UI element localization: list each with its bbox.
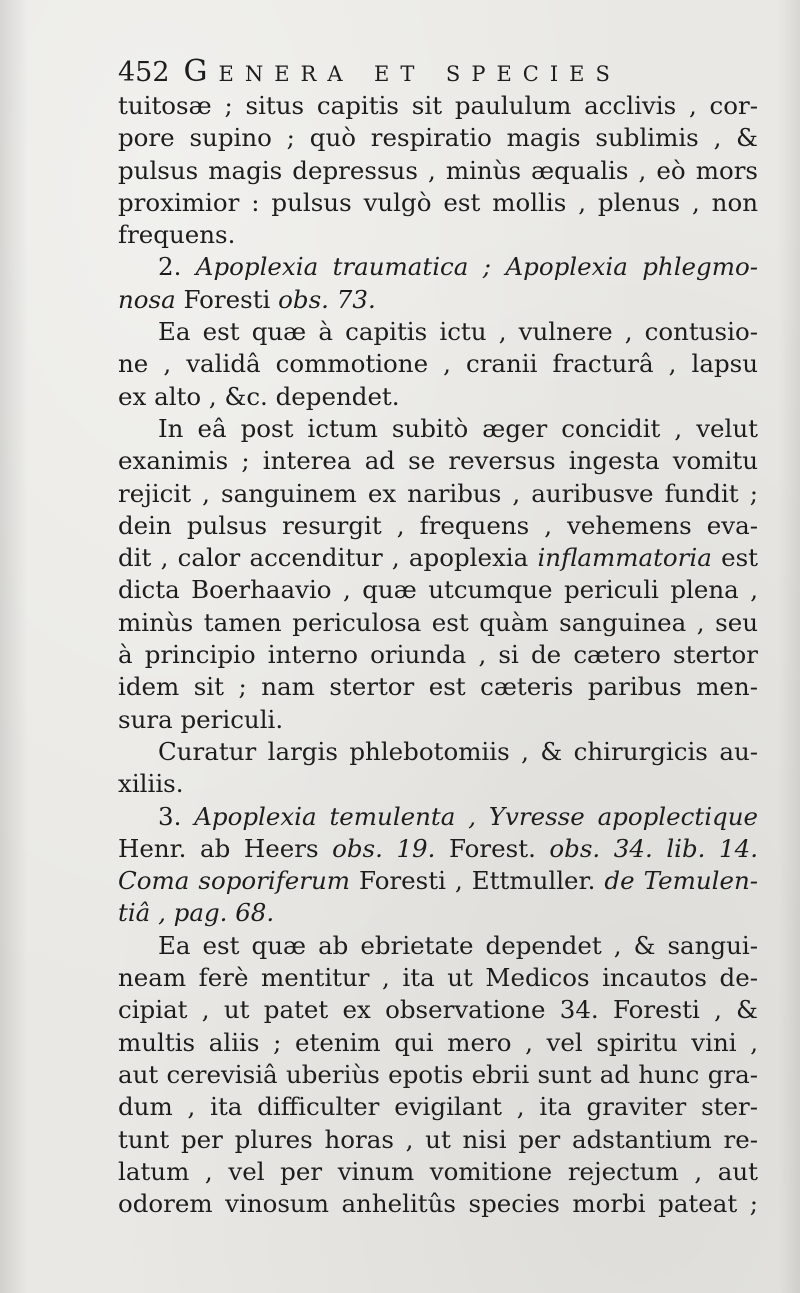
text-line: exanimis ; interea ad se reversus ingesta vomitu bbox=[118, 446, 758, 476]
italic-text: de Temulen- bbox=[604, 866, 758, 896]
text-line: Ea est quæ à capitis ictu , vulnere , contusio- bbox=[158, 317, 758, 347]
text-line: tuitosæ ; situs capitis sit paululum acclivis , cor- bbox=[118, 91, 758, 120]
italic-text: obs. 34. lib. 14. bbox=[549, 833, 758, 863]
text-line: latum , vel per vinum vomitione rejectum , aut bbox=[118, 1156, 758, 1186]
italic-text: tiâ , pag. 68. bbox=[118, 898, 275, 928]
running-title: Genera et species bbox=[183, 54, 621, 89]
text-line: dum , ita difficulter evigilant , ita graviter ster- bbox=[118, 1092, 758, 1122]
italic-text: Apoplexia temulenta , Yvresse apoplectique bbox=[194, 801, 758, 831]
text-line: à principio interno oriunda , si de cætero stertor bbox=[118, 640, 758, 670]
text-line: odorem vinosum anhelitûs species morbi pateat ; bbox=[118, 1189, 758, 1219]
text-segment: 3. bbox=[158, 801, 195, 831]
text-line: dein pulsus resurgit , frequens , vehemens eva- bbox=[118, 510, 758, 540]
text-line bbox=[118, 833, 758, 865]
text-line: minùs tamen periculosa est quàm sanguinea , seu bbox=[118, 607, 758, 637]
text-segment: dit , calor accenditur , apoplexia bbox=[118, 543, 538, 573]
text-line bbox=[118, 284, 758, 316]
text-line: neam ferè mentitur , ita ut Medicos incautos de- bbox=[118, 963, 758, 993]
running-header bbox=[118, 50, 678, 94]
italic-text: obs. bbox=[278, 284, 329, 314]
text-line: cipiat , ut patet ex observatione 34. Foresti , & bbox=[118, 995, 758, 1025]
text-line: frequens. bbox=[118, 220, 236, 250]
italic-text: obs. 19. bbox=[332, 833, 436, 863]
text-line: In eâ post ictum subitò æger concidit , velut bbox=[158, 413, 758, 443]
text-segment: Foresti , Ettmuller. bbox=[349, 866, 605, 896]
text-line bbox=[118, 542, 758, 574]
text-line: xiliis. bbox=[118, 769, 184, 799]
text-line bbox=[118, 865, 758, 897]
body-text bbox=[118, 90, 758, 1220]
text-segment: 2. bbox=[158, 252, 196, 282]
text-line: Ea est quæ ab ebrietate dependet , & sangui- bbox=[158, 930, 758, 960]
text-line bbox=[118, 897, 758, 929]
text-segment: Henr. ab Heers bbox=[118, 833, 333, 863]
text-line: pore supino ; quò respiratio magis sublimis , & bbox=[118, 123, 758, 153]
text-segment: Forest. bbox=[435, 833, 550, 863]
text-line bbox=[118, 251, 758, 283]
page-edge-shadow-left bbox=[0, 0, 28, 1293]
text-line: aut cerevisiâ uberiùs epotis ebrii sunt ad hunc gra- bbox=[118, 1059, 758, 1089]
text-line: sura periculi. bbox=[118, 704, 284, 734]
text-line: idem sit ; nam stertor est cæteris paribus men- bbox=[118, 672, 758, 702]
text-line: ex alto , &c. dependet. bbox=[118, 381, 400, 411]
text-line: Curatur largis phlebotomiis , & chirurgicis au- bbox=[158, 736, 758, 766]
italic-text: inflammatoria bbox=[537, 543, 712, 573]
text-segment: est bbox=[711, 543, 758, 573]
page-number: 452 bbox=[118, 57, 170, 88]
text-line: multis aliis ; etenim qui mero , vel spiritu vini , bbox=[118, 1027, 758, 1057]
text-line: dicta Boerhaavio , quæ utcumque periculi plena , bbox=[118, 575, 758, 605]
page-edge-shadow-right bbox=[778, 0, 800, 1293]
text-line: proximior : pulsus vulgò est mollis , plenus , non bbox=[118, 187, 758, 217]
text-line: pulsus magis depressus , minùs æqualis , eò mors bbox=[118, 155, 758, 185]
text-line bbox=[118, 801, 758, 833]
text-segment bbox=[329, 285, 337, 314]
text-line: tunt per plures horas , ut nisi per adstantium re- bbox=[118, 1124, 758, 1154]
italic-text: 73. bbox=[336, 284, 376, 314]
text-segment: Foresti bbox=[175, 284, 279, 314]
text-line: ne , validâ commotione , cranii fracturâ , lapsu bbox=[118, 349, 758, 379]
text-line: rejicit , sanguinem ex naribus , auribusve fundit ; bbox=[118, 478, 758, 508]
italic-text: Apoplexia traumatica ; Apoplexia phlegmo- bbox=[195, 252, 758, 282]
italic-text: nosa bbox=[118, 284, 176, 314]
italic-text: Coma soporiferum bbox=[118, 866, 350, 896]
